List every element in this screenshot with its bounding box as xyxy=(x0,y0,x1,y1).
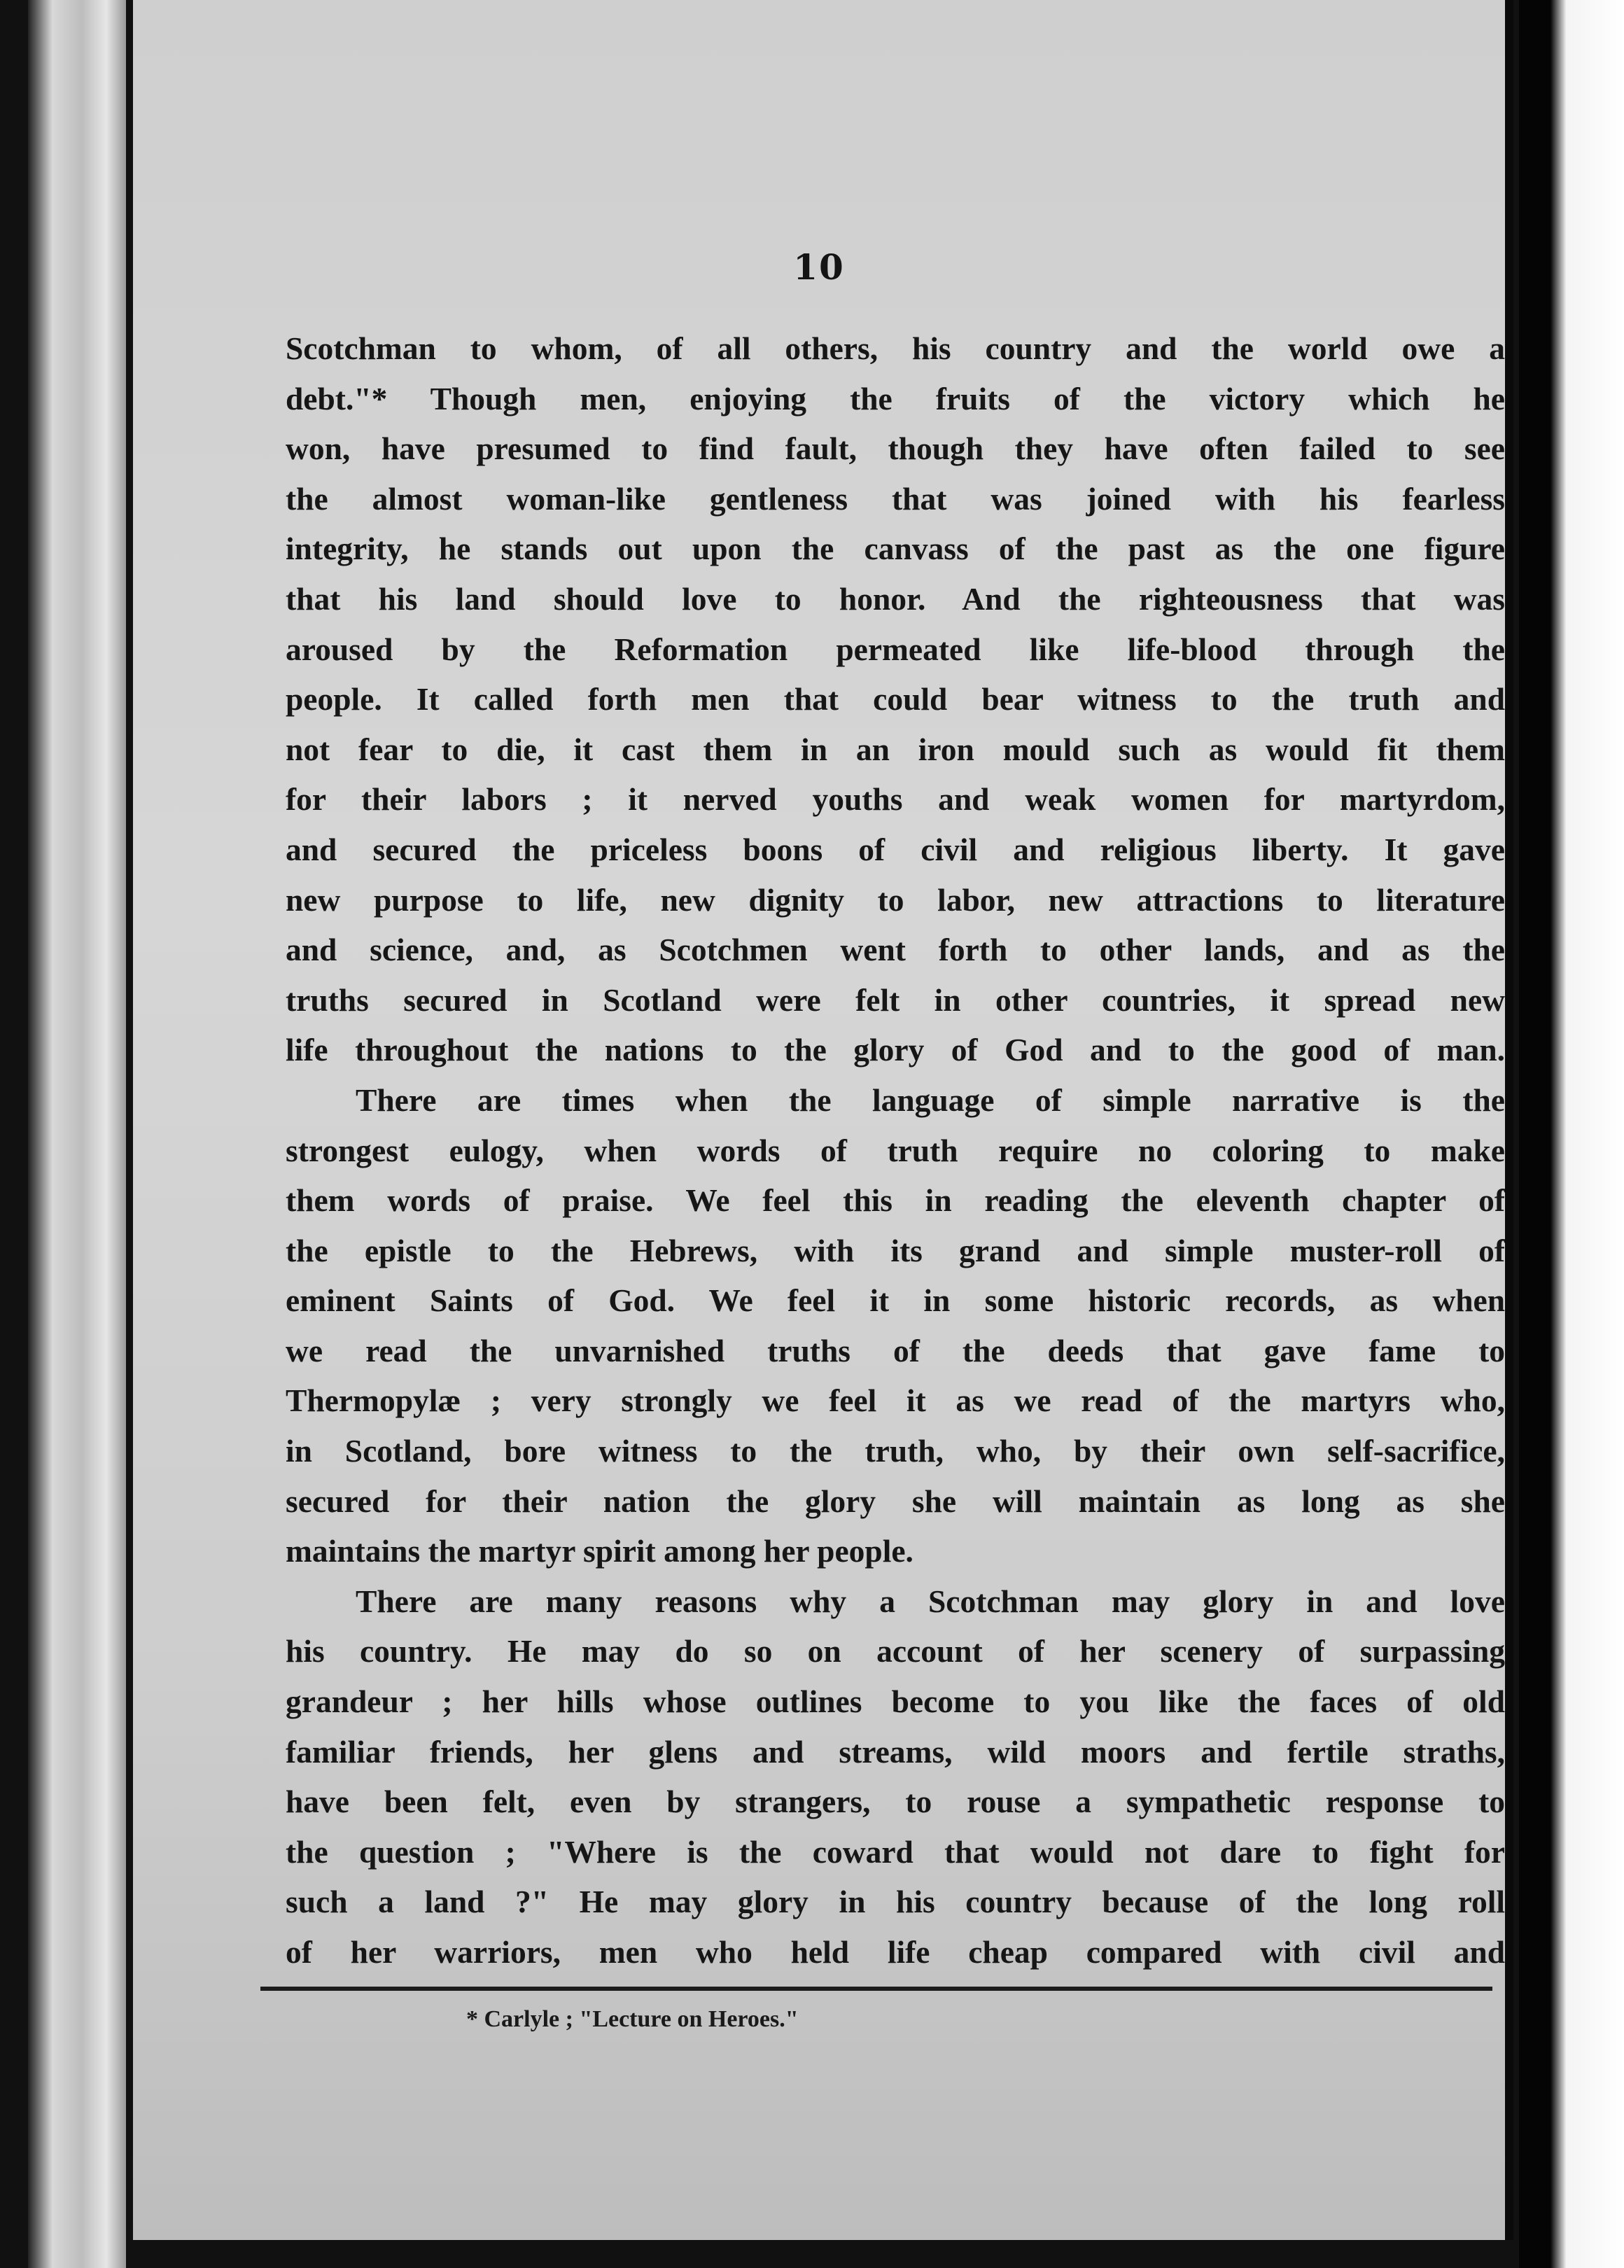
footnote: * Carlyle ; "Lecture on Heroes." xyxy=(466,2006,799,2032)
text-line: debt."* Though men, enjoying the fruits of the victory which he xyxy=(286,380,1505,416)
text-line: his country. He may do so on account of her scenery of surpassing xyxy=(286,1633,1505,1670)
text-line: Thermopylæ ; very strongly we feel it as we read of the martyrs who, xyxy=(286,1382,1505,1419)
text-line: that his land should love to honor. And the righteousness that was xyxy=(286,580,1505,617)
text-line: the almost woman-like gentleness that was joined with his fearless xyxy=(286,480,1505,517)
text-line: familiar friends, her glens and streams, wild moors and fertile straths, xyxy=(286,1733,1505,1770)
text-line: not fear to die, it cast them in an iron mould such as would fit them xyxy=(286,731,1505,767)
book-page xyxy=(133,0,1513,2240)
text-line: them words of praise. We feel this in reading the eleventh chapter of xyxy=(286,1182,1505,1219)
text-line: we read the unvarnished truths of the deeds that gave fame to xyxy=(286,1332,1505,1368)
text-line: have been felt, even by strangers, to rouse a sympathetic response to xyxy=(286,1784,1505,1820)
text-line: truths secured in Scotland were felt in other countries, it spread new xyxy=(286,981,1505,1018)
text-line: There are many reasons why a Scotchman may glory in and love xyxy=(356,1583,1505,1619)
text-line: of her warriors, men who held life cheap compared with civil and xyxy=(286,1934,1505,1970)
footnote-rule xyxy=(260,1987,1492,1991)
text-line: the epistle to the Hebrews, with its grand and simple muster-roll of xyxy=(286,1232,1505,1268)
left-page-edge xyxy=(28,0,126,2268)
text-line: strongest eulogy, when words of truth require no coloring to make xyxy=(286,1132,1505,1168)
text-line: secured for their nation the glory she will maintain as long as she xyxy=(286,1483,1505,1519)
text-line: and secured the priceless boons of civil and religious liberty. It gave xyxy=(286,831,1505,867)
right-page-edge xyxy=(1519,0,1624,2268)
page-number: 10 xyxy=(793,246,845,288)
text-line: and science, and, as Scotchmen went forth to other lands, and as the xyxy=(286,932,1505,968)
text-line: Scotchman to whom, of all others, his country and the world owe a xyxy=(286,330,1505,366)
text-line: There are times when the language of simple narrative is the xyxy=(356,1082,1505,1118)
text-line: life throughout the nations to the glory of God and to the good of man. xyxy=(286,1032,1505,1068)
text-line: aroused by the Reformation permeated like life-blood through the xyxy=(286,631,1505,667)
text-line: won, have presumed to find fault, though they have often failed to see xyxy=(286,430,1505,467)
text-line: for their labors ; it nerved youths and weak women for martyrdom, xyxy=(286,781,1505,818)
text-line: integrity, he stands out upon the canvass of the past as the one figure xyxy=(286,531,1505,567)
text-line: such a land ?" He may glory in his country because of the long roll xyxy=(286,1884,1505,1920)
text-line: eminent Saints of God. We feel it in some historic records, as when xyxy=(286,1282,1505,1319)
text-line: grandeur ; her hills whose outlines become to you like the faces of old xyxy=(286,1684,1505,1720)
text-line: people. It called forth men that could bear witness to the truth and xyxy=(286,681,1505,718)
text-line: in Scotland, bore witness to the truth, who, by their own self-sacrifice, xyxy=(286,1433,1505,1469)
text-line: new purpose to life, new dignity to labor, new attractions to literature xyxy=(286,881,1505,918)
text-line: the question ; "Where is the coward that would not dare to fight for xyxy=(286,1833,1505,1870)
text-line: maintains the martyr spirit among her people. xyxy=(286,1533,913,1569)
body-text xyxy=(286,323,1505,1977)
